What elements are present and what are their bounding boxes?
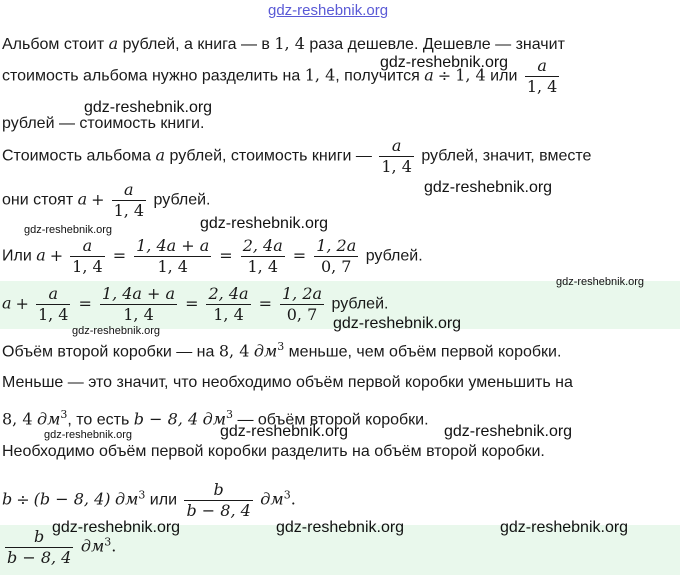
numerator: a xyxy=(537,56,547,75)
power: 3 xyxy=(104,535,112,549)
text: рублей, а книга — в xyxy=(118,36,275,53)
equation-line xyxy=(2,236,423,277)
expression: b − 8, 4 xyxy=(133,409,199,429)
fraction-a-over-1-4 xyxy=(112,180,147,221)
fraction xyxy=(36,284,71,325)
var-a: a xyxy=(36,245,46,265)
equals-sign: = xyxy=(112,245,127,265)
watermark: gdz-reshebnik.org xyxy=(380,54,509,71)
equals-sign: = xyxy=(219,245,233,265)
unit: дм xyxy=(202,409,226,429)
denominator: b − 8, 4 xyxy=(186,501,251,520)
text: Стоимость альбома xyxy=(2,147,156,165)
watermark: gdz-reshebnik.org xyxy=(556,276,645,288)
p4-line-1 xyxy=(2,337,561,362)
fraction xyxy=(314,236,358,277)
answer-line-1 xyxy=(2,284,388,325)
plus-sign: + xyxy=(15,293,29,313)
denominator: 1, 4 xyxy=(113,201,145,220)
p2-line-1 xyxy=(2,136,591,177)
number: 8, 4 xyxy=(2,409,33,429)
denominator: 0, 7 xyxy=(280,304,324,325)
watermark: gdz-reshebnik.org xyxy=(333,315,462,332)
fraction xyxy=(241,236,285,277)
numerator: b xyxy=(34,527,45,546)
numerator: 1, 4a + a xyxy=(101,284,176,303)
fraction xyxy=(100,284,177,325)
power: 3 xyxy=(60,408,68,421)
equals-sign: = xyxy=(292,245,307,265)
text: или xyxy=(485,67,522,85)
unit: дм xyxy=(80,536,105,556)
denominator: 1, 4 xyxy=(206,304,250,325)
numerator: 1, 2a xyxy=(281,284,323,303)
number: 1, 4 xyxy=(304,65,336,85)
text: , получится xyxy=(335,67,425,85)
plus-sign: + xyxy=(49,245,64,265)
plus-sign: + xyxy=(91,189,105,209)
numerator: 1, 4a + a xyxy=(136,236,210,255)
unit: дм xyxy=(36,409,61,429)
fraction-a-over-1-4 xyxy=(379,136,414,177)
watermark: gdz-reshebnik.org xyxy=(52,519,181,536)
text: рублей, стоимость книги — xyxy=(165,147,377,165)
p1-line-1 xyxy=(2,34,565,55)
text: Или xyxy=(2,247,37,265)
denominator: 1, 4 xyxy=(100,304,177,325)
fraction xyxy=(134,236,211,277)
period: . xyxy=(111,536,117,556)
p1-line-3: рублей — стоимость книги. xyxy=(2,115,205,132)
fraction xyxy=(70,236,105,277)
denominator: 1, 4 xyxy=(526,77,558,96)
text: рублей, значит, вместе xyxy=(416,147,592,165)
numerator: 2, 4a xyxy=(242,236,283,255)
number: 8, 4 xyxy=(218,341,250,361)
power: 3 xyxy=(277,340,285,353)
equals-sign: = xyxy=(78,293,92,313)
power: 3 xyxy=(138,488,146,502)
text: , то есть xyxy=(67,411,134,429)
watermark: gdz-reshebnik.org xyxy=(24,224,113,236)
text: меньше, чем объём первой коробки. xyxy=(284,343,562,361)
expression: (b − 8, 4) xyxy=(33,489,111,509)
watermark: gdz-reshebnik.org xyxy=(444,423,573,440)
number: 1, 4 xyxy=(455,65,486,85)
var-a: a xyxy=(2,293,12,313)
text: раза дешевле. Дешевле — значит xyxy=(304,36,565,53)
fraction-b xyxy=(184,480,252,521)
watermark: gdz-reshebnik.org xyxy=(424,179,553,196)
fraction-a-over-1-4 xyxy=(525,56,560,97)
numerator: a xyxy=(82,236,93,255)
numerator: a xyxy=(48,284,58,303)
p2-line-2 xyxy=(2,180,211,221)
denominator: 1, 4 xyxy=(134,256,211,277)
fraction xyxy=(280,284,324,325)
denominator: 0, 7 xyxy=(314,256,358,277)
watermark: gdz-reshebnik.org xyxy=(84,99,213,116)
text: Объём второй коробки — на xyxy=(2,343,219,361)
text: или xyxy=(145,491,182,509)
watermark: gdz-reshebnik.org xyxy=(220,423,349,440)
numerator: 1, 2a xyxy=(316,236,357,255)
watermark-top[interactable]: gdz-reshebnik.org xyxy=(268,2,389,19)
var-a: a xyxy=(424,65,434,85)
p4-line-2: Меньше — это значит, что необходимо объём первой коробки уменьшить на xyxy=(2,374,573,391)
p4-line-5 xyxy=(2,480,296,521)
text: рублей. xyxy=(327,295,389,313)
unit: дм xyxy=(253,341,278,361)
text: они стоят xyxy=(2,191,78,209)
denominator: 1, 4 xyxy=(241,256,285,277)
period: . xyxy=(290,489,296,509)
denominator: b − 8, 4 xyxy=(7,548,72,567)
fraction xyxy=(206,284,250,325)
text: Альбом стоит xyxy=(2,36,109,53)
numerator: 2, 4a xyxy=(208,284,249,303)
watermark: gdz-reshebnik.org xyxy=(200,215,329,232)
denominator: 1, 4 xyxy=(37,305,69,324)
text: рублей. xyxy=(361,247,423,265)
watermark: gdz-reshebnik.org xyxy=(44,429,133,441)
var-a: a xyxy=(155,145,166,165)
unit: дм xyxy=(114,489,139,509)
watermark: gdz-reshebnik.org xyxy=(72,325,161,337)
p4-line-4: Необходимо объём первой коробки разделить на объём второй коробки. xyxy=(2,443,545,460)
text: — объём второй коробки. xyxy=(233,411,429,429)
numerator: a xyxy=(124,180,134,199)
watermark: gdz-reshebnik.org xyxy=(500,519,629,536)
equals-sign: = xyxy=(185,293,199,313)
p4-line-3 xyxy=(2,405,429,430)
numerator: a xyxy=(391,136,402,155)
watermark: gdz-reshebnik.org xyxy=(276,519,405,536)
var-a: a xyxy=(77,189,88,209)
text: стоимость альбома нужно разделить на xyxy=(2,67,305,85)
unit: дм xyxy=(260,489,284,509)
power: 3 xyxy=(226,408,233,421)
div-sign: ÷ xyxy=(16,489,30,509)
numerator: b xyxy=(213,480,224,499)
denominator: 1, 4 xyxy=(72,257,103,276)
var-a: a xyxy=(108,34,119,53)
equals-sign: = xyxy=(258,293,272,313)
text: рублей. xyxy=(149,191,211,209)
var-b: b xyxy=(2,489,13,509)
div-sign: ÷ xyxy=(437,65,452,85)
power: 3 xyxy=(283,488,291,502)
number: 1, 4 xyxy=(274,34,305,53)
denominator: 1, 4 xyxy=(381,157,412,176)
